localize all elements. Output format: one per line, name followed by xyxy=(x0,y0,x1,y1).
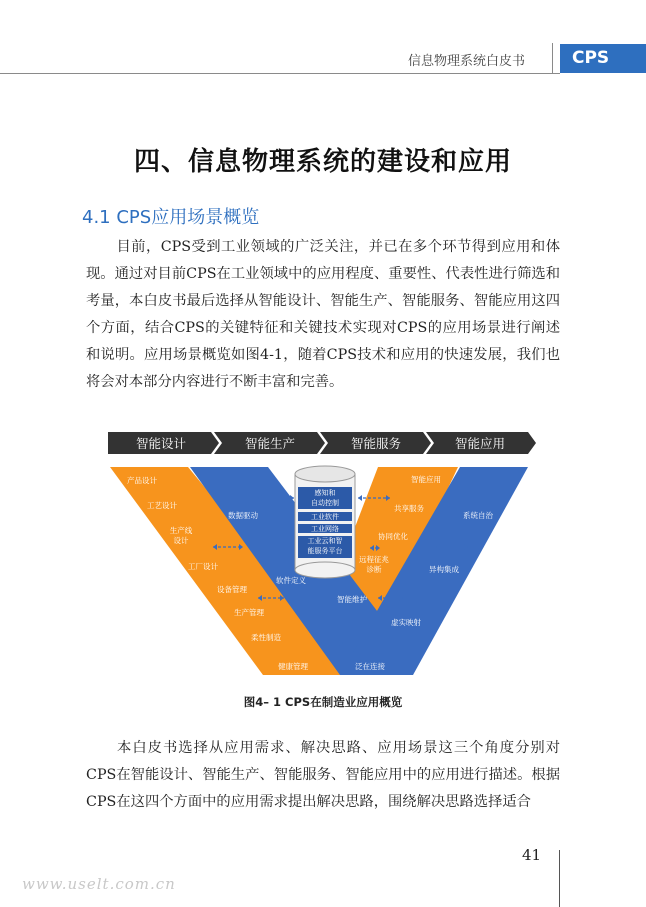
footer-divider xyxy=(559,850,560,907)
left-blue-item: 软件定义 xyxy=(276,576,306,585)
stage-label: 智能生产 xyxy=(244,436,296,451)
paragraph-intro-text: 目前，CPS受到工业领域的广泛关注，并已在多个环节得到应用和体现。通过对目前CPS在工业领域中的应用程度、重要性、代表性进行筛选和考量，本白皮书最后选择从智能设计、智能生产、智能服务、智能应用这四个方面，结合CPS的关键特征和关键技术实现对CPS的应用场景进行阐述和说明。应用场景概览如图4-1，随着CPS技术和应用的快速发展，我们也将会对本部分内容进行不断丰富和完善。 xyxy=(86,239,560,390)
cps-badge: CPS xyxy=(560,44,646,73)
right-blue-item: 虚实映射 xyxy=(391,618,421,627)
center-capability: 工业软件 xyxy=(311,513,339,521)
paragraph-approach-text: 本白皮书选择从应用需求、解决思路、应用场景这三个角度分别对CPS在智能设计、智能生产、智能服务、智能应用中的应用进行描述。根据CPS在这四个方面中的应用需求提出解决思路，围绕解决思路选择适合 xyxy=(86,740,560,810)
right-orange-item: 共享服务 xyxy=(394,504,424,513)
site-watermark: www.uselt.com.cn xyxy=(22,875,176,893)
right-blue-item: 系统自治 xyxy=(463,511,493,520)
center-capability: 工业云和智能服务平台 xyxy=(307,537,343,555)
left-orange-item: 工艺设计 xyxy=(147,501,177,510)
left-orange-item: 设备管理 xyxy=(217,585,247,594)
stage-label: 智能应用 xyxy=(454,436,506,451)
left-orange-item: 生产管理 xyxy=(234,608,264,617)
right-orange-item: 远程征兆诊断 xyxy=(359,555,389,574)
page-number: 41 xyxy=(522,846,542,864)
header-divider xyxy=(552,43,553,74)
section-title: 4.1 CPS应用场景概览 xyxy=(82,207,260,228)
right-orange-item: 智能应用 xyxy=(411,475,441,484)
left-orange-item: 生产线设计 xyxy=(169,526,193,545)
stage-label: 智能设计 xyxy=(135,436,187,451)
figure-caption: 图4– 1 CPS在制造业应用概览 xyxy=(243,695,403,709)
bottom-blue-label: 泛在连接 xyxy=(355,662,385,671)
header-rule xyxy=(0,73,560,74)
chapter-title: 四、信息物理系统的建设和应用 xyxy=(133,147,512,177)
center-capability: 工业网络 xyxy=(311,525,339,533)
running-title: 信息物理系统白皮书 xyxy=(408,54,526,69)
left-blue-item: 数据驱动 xyxy=(228,511,258,520)
right-orange-item: 智能维护 xyxy=(337,595,367,604)
paragraph-approach xyxy=(86,735,560,816)
left-orange-item: 柔性制造 xyxy=(251,633,281,642)
database-cylinder xyxy=(295,466,355,578)
center-capability: 感知和自动控制 xyxy=(311,489,339,507)
paragraph-intro xyxy=(86,234,560,396)
left-orange-item: 工厂设计 xyxy=(188,562,218,571)
right-orange-item: 协同优化 xyxy=(378,532,408,541)
cps-application-figure xyxy=(108,432,538,682)
arrowhead xyxy=(358,495,362,501)
stage-label: 智能服务 xyxy=(350,436,402,451)
right-blue-item: 异构集成 xyxy=(429,565,459,574)
left-orange-item: 产品设计 xyxy=(127,476,157,485)
bottom-orange-label: 健康管理 xyxy=(278,662,308,671)
